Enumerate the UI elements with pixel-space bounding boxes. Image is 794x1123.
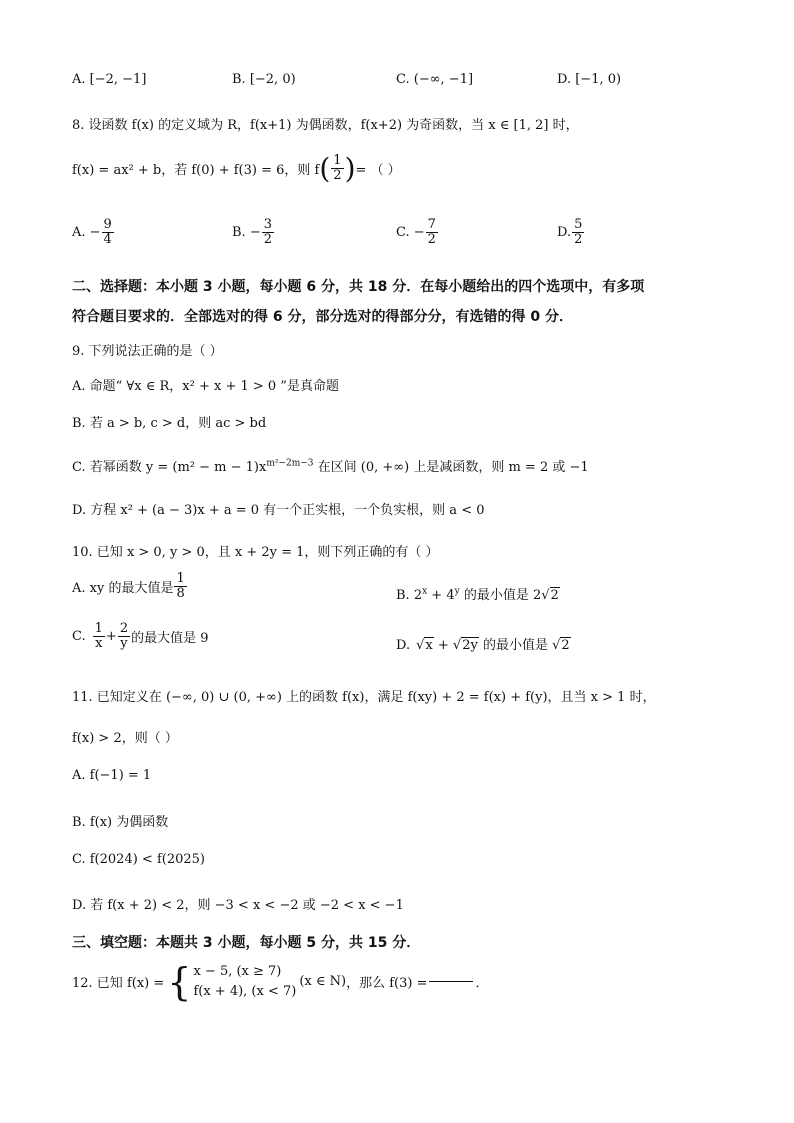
option-fraction <box>426 218 438 246</box>
numerator: 5 <box>574 217 583 232</box>
option-text: D. <box>396 638 411 653</box>
numerator: 1 <box>176 571 185 586</box>
q12-stem <box>72 959 489 1004</box>
q10-option-b[interactable] <box>396 584 560 603</box>
option-text-tail: 在区间 (0, +∞) 上是减函数，则 m = 2 或 −1 <box>313 460 589 475</box>
denominator: 2 <box>427 231 436 247</box>
radicand: 2y <box>462 638 478 653</box>
option-text: 的最大值是 9 <box>131 630 209 646</box>
plus-sign: + <box>105 628 117 644</box>
q12-prefix: 12. 已知 f(x) = <box>72 976 165 991</box>
q8-option-b[interactable] <box>232 218 275 246</box>
radicand: 2 <box>561 638 570 653</box>
sqrt-symbol: √2 <box>541 588 559 603</box>
section2-heading-line2: 符合题目要求的．全部选对的得 6 分，部分选对的得部分分，有选错的得 0 分． <box>72 309 573 325</box>
exponent: x <box>422 586 428 597</box>
q8-option-d[interactable] <box>557 218 585 246</box>
denominator: 4 <box>103 231 112 247</box>
q9-option-a[interactable]: A. 命题“ ∀x ∈ R，x² + x + 1 > 0 ”是真命题 <box>72 379 339 394</box>
q11-option-d[interactable]: D. 若 f(x + 2) < 2，则 −3 < x < −2 或 −2 < x < −1 <box>72 898 404 913</box>
option-label: D. <box>557 224 572 240</box>
option-fraction <box>118 622 130 650</box>
denominator: 2 <box>333 168 342 183</box>
option-label: A. − <box>72 224 101 240</box>
numerator: 9 <box>103 217 112 232</box>
half-fraction <box>331 154 343 182</box>
radicand: 2 <box>550 588 559 603</box>
q9-option-d[interactable]: D. 方程 x² + (a − 3)x + a = 0 有一个正实根，一个负实根，则 a < 0 <box>72 503 485 518</box>
q10-option-c[interactable] <box>72 622 209 650</box>
sqrt-symbol: √2 <box>552 638 570 653</box>
exponent: y <box>454 586 460 597</box>
option-text: C. <box>72 628 86 644</box>
period: ． <box>475 976 489 991</box>
option-text: B. 2 <box>396 588 423 603</box>
option-fraction <box>93 622 105 650</box>
q10-option-a[interactable] <box>72 572 188 600</box>
plus-sign: + <box>433 638 453 653</box>
q10-option-d[interactable] <box>396 634 571 653</box>
q11-stem-line1: 11. 已知定义在 (−∞, 0) ∪ (0, +∞) 上的函数 f(x)，满足 f(xy) + 2 = f(x) + f(y)，且当 x > 1 时， <box>72 690 656 705</box>
option-label: C. − <box>396 224 425 240</box>
numerator: 1 <box>94 621 103 636</box>
q7-option-b[interactable]: B. [−2, 0) <box>232 72 296 87</box>
option-text: 的最小值是 2 <box>459 588 542 603</box>
option-label: B. − <box>232 224 261 240</box>
q7-option-d[interactable]: D. [−1, 0) <box>557 72 622 87</box>
case-1: x − 5, (x ≥ 7) <box>193 964 282 979</box>
q8-answer-blank: = （ ） <box>355 163 401 178</box>
cases <box>193 962 296 1001</box>
section2-heading-line1: 二、选择题：本小题 3 小题，每小题 6 分，共 18 分．在每小题给出的四个选项中，有多项 <box>72 279 645 295</box>
numerator: 3 <box>263 217 272 232</box>
case-2: f(x + 4), (x < 7) <box>193 983 297 999</box>
piecewise-function <box>167 959 297 1004</box>
q7-option-c[interactable]: C. (−∞, −1] <box>396 72 474 87</box>
q8-stem-line1: 8. 设函数 f(x) 的定义域为 R，f(x+1) 为偶函数，f(x+2) 为奇函数，当 x ∈ [1, 2] 时， <box>72 118 579 133</box>
denominator: 8 <box>176 585 185 601</box>
numerator: 1 <box>333 153 342 169</box>
q8-option-a[interactable] <box>72 218 115 246</box>
left-paren: ( <box>319 152 331 185</box>
option-fraction <box>262 218 274 246</box>
q11-stem-line2: f(x) > 2，则（ ） <box>72 731 178 746</box>
sqrt-symbol: √x <box>416 638 433 653</box>
radicand: x <box>425 638 433 653</box>
q9-option-c[interactable] <box>72 456 589 475</box>
q8-stem-line2 <box>72 152 401 185</box>
numerator: 2 <box>119 621 129 636</box>
right-paren: ) <box>344 152 356 185</box>
domain: (x ∈ N) <box>299 974 347 989</box>
q11-option-a[interactable]: A. f(−1) = 1 <box>72 768 152 783</box>
q10-stem: 10. 已知 x > 0, y > 0，且 x + 2y = 1，则下列正确的有（ ） <box>72 545 439 560</box>
exponent: m²−2m−3 <box>266 458 314 469</box>
q7-option-a[interactable]: A. [−2, −1] <box>72 72 147 87</box>
q8-option-c[interactable] <box>396 218 439 246</box>
q9-option-b[interactable]: B. 若 a > b, c > d，则 ac > bd <box>72 416 267 431</box>
section3-heading: 三、填空题：本题共 3 小题，每小题 5 分，共 15 分． <box>72 935 421 951</box>
left-brace: { <box>167 959 192 1004</box>
option-text: 的最小值是 <box>478 638 553 653</box>
q9-stem: 9. 下列说法正确的是（ ） <box>72 344 223 359</box>
q11-option-c[interactable]: C. f(2024) < f(2025) <box>72 852 205 867</box>
denominator: 2 <box>263 231 272 247</box>
option-fraction <box>174 572 186 600</box>
option-text: + 4 <box>427 588 455 603</box>
numerator: 7 <box>427 217 436 232</box>
option-fraction <box>572 218 584 246</box>
option-fraction <box>102 218 114 246</box>
q8-formula: f(x) = ax² + b，若 f(0) + f(3) = 6，则 f <box>72 163 320 178</box>
denominator: y <box>120 635 128 651</box>
q12-suffix: ，那么 f(3) = <box>346 976 428 991</box>
denominator: x <box>95 635 103 651</box>
option-text: A. xy 的最大值是 <box>72 580 174 596</box>
option-text: C. 若幂函数 y = (m² − m − 1)x <box>72 460 267 475</box>
q11-option-b[interactable]: B. f(x) 为偶函数 <box>72 815 169 830</box>
answer-blank[interactable] <box>429 981 473 982</box>
sqrt-symbol: √2y <box>452 638 478 653</box>
denominator: 2 <box>574 231 583 247</box>
